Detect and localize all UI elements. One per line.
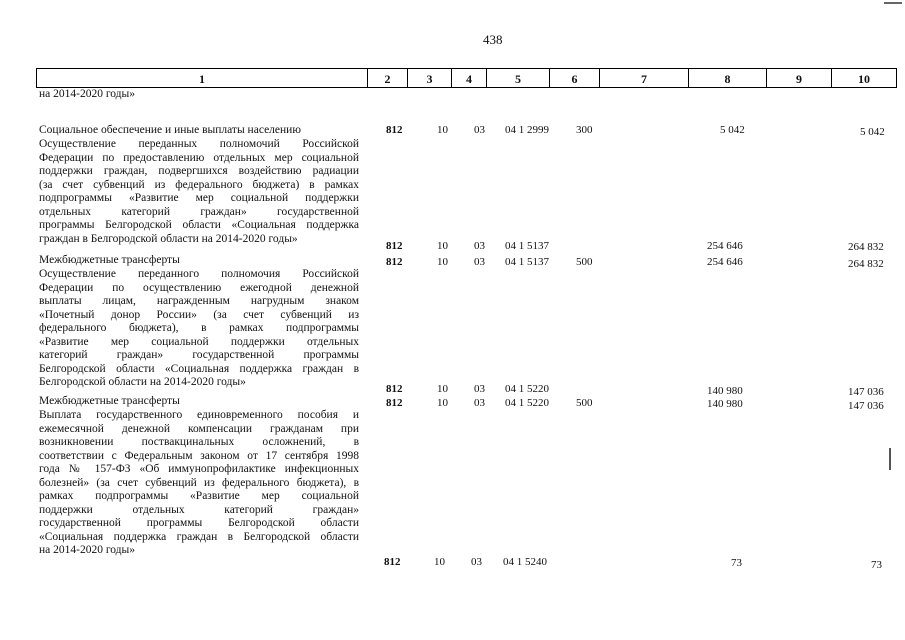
scan-edge-mark bbox=[889, 448, 891, 470]
row-name-line: граждан в Белгородской области на 2014-2020 годы» bbox=[39, 232, 298, 245]
row-0-col8: 5 042 bbox=[720, 124, 745, 136]
row-2-col2: 812 bbox=[386, 256, 403, 268]
row-name-line: Социальное обеспечение и иные выплаты населению bbox=[39, 124, 301, 136]
row-name-line: Межбюджетные трансферты bbox=[39, 395, 180, 407]
row-5-col10: 73 bbox=[871, 559, 882, 571]
row-name-line: соответствии с Федеральным законом от 17 сентября 1998 bbox=[39, 449, 359, 462]
row-3-name bbox=[39, 268, 359, 390]
row-name-line: (за счет субвенций из федерального бюджета) в рамках bbox=[39, 178, 359, 191]
continuation-text: на 2014-2020 годы» bbox=[39, 88, 136, 100]
row-2-col10: 264 832 bbox=[848, 258, 884, 270]
header-col-9: 9 bbox=[766, 69, 831, 87]
row-4-col3: 10 bbox=[437, 397, 448, 409]
row-0-col6: 300 bbox=[576, 124, 593, 136]
row-name-line: Федерации по предоставлению отдельных мер социальной bbox=[39, 151, 359, 164]
row-2-col3: 10 bbox=[437, 256, 448, 268]
table-header bbox=[36, 68, 897, 88]
row-0-col4: 03 bbox=[474, 124, 485, 136]
row-name-line: Межбюджетные трансферты bbox=[39, 254, 180, 266]
row-5-col8: 73 bbox=[731, 557, 742, 569]
row-name-line: выплаты лицам, награжденным нагрудным знаком bbox=[39, 295, 359, 307]
row-1-col4: 03 bbox=[474, 240, 485, 252]
header-col-3: 3 bbox=[407, 69, 451, 87]
row-0-col10: 5 042 bbox=[860, 126, 885, 138]
row-name-line: болезней» (за счет субвенций из федерального бюджета), в bbox=[39, 476, 359, 489]
row-name-line: поддержки граждан, подвергшихся воздействию радиации bbox=[39, 165, 359, 177]
header-col-6: 6 bbox=[549, 69, 599, 87]
row-1-col8: 254 646 bbox=[707, 240, 743, 252]
row-3-col4: 03 bbox=[474, 383, 485, 395]
row-4-col4: 03 bbox=[474, 397, 485, 409]
row-name-line: Осуществление переданных полномочий Российской bbox=[39, 138, 359, 150]
row-1-col3: 10 bbox=[437, 240, 448, 252]
row-name-line: подпрограммы «Развитие мер социальной поддержки bbox=[39, 192, 359, 204]
row-0-col5: 04 1 2999 bbox=[505, 124, 549, 136]
header-col-5: 5 bbox=[486, 69, 549, 87]
row-name-line: «Развитие мер социальной поддержки отдельных bbox=[39, 335, 359, 348]
header-col-4: 4 bbox=[451, 69, 486, 87]
row-2-name bbox=[39, 254, 359, 268]
row-3-col5: 04 1 5220 bbox=[505, 383, 549, 395]
header-col-10: 10 bbox=[831, 69, 896, 87]
row-name-line: рамках подпрограммы «Развитие мер социальной bbox=[39, 490, 359, 502]
row-name-line: федерального бюджета), в рамках подпрограммы bbox=[39, 322, 359, 334]
row-name-line: возникновении поствакцинальных осложнений, в bbox=[39, 436, 359, 448]
row-1-col5: 04 1 5137 bbox=[505, 240, 549, 252]
row-0-col3: 10 bbox=[437, 124, 448, 136]
row-4-col10: 147 036 bbox=[848, 400, 884, 412]
row-name-line: «Почетный донор России» (за счет субвенций из bbox=[39, 308, 359, 321]
row-name-line: на 2014-2020 годы» bbox=[39, 544, 136, 556]
row-5-col5: 04 1 5240 bbox=[503, 556, 547, 568]
header-col-8: 8 bbox=[688, 69, 766, 87]
header-col-7: 7 bbox=[599, 69, 688, 87]
row-name-line: Федерации по осуществлению ежегодной денежной bbox=[39, 281, 359, 294]
row-3-col10: 147 036 bbox=[848, 386, 884, 398]
row-1-name bbox=[39, 138, 359, 246]
row-4-col6: 500 bbox=[576, 397, 593, 409]
row-name-line: «Социальная поддержка граждан в Белгородской области bbox=[39, 530, 359, 543]
row-4-col8: 140 980 bbox=[707, 398, 743, 410]
header-col-2: 2 bbox=[367, 69, 407, 87]
row-2-col4: 03 bbox=[474, 256, 485, 268]
row-4-name bbox=[39, 395, 359, 409]
page-number: 438 bbox=[483, 32, 503, 47]
row-0-col2: 812 bbox=[386, 124, 403, 136]
row-name-line: категорий граждан» государственной программы bbox=[39, 349, 359, 361]
row-name-line: Белгородской области на 2014-2020 годы» bbox=[39, 376, 246, 388]
row-3-col3: 10 bbox=[437, 383, 448, 395]
row-name-line: года № 157-ФЗ «Об иммунопрофилактике инфекционных bbox=[39, 463, 359, 475]
row-0-name bbox=[39, 124, 359, 138]
scan-corner-mark bbox=[884, 2, 902, 4]
row-1-col10: 264 832 bbox=[848, 241, 884, 253]
row-name-line: поддержки отдельных категорий граждан» bbox=[39, 503, 359, 516]
row-name-line: Выплата государственного единовременного пособия и bbox=[39, 409, 359, 421]
row-4-col2: 812 bbox=[386, 397, 403, 409]
row-2-col6: 500 bbox=[576, 256, 593, 268]
row-name-line: государственной программы Белгородской области bbox=[39, 517, 359, 529]
row-1-col2: 812 bbox=[386, 240, 403, 252]
row-5-col4: 03 bbox=[471, 556, 482, 568]
header-col-1: 1 bbox=[199, 72, 205, 86]
row-5-name bbox=[39, 409, 359, 558]
row-2-col8: 254 646 bbox=[707, 256, 743, 268]
row-name-line: программы Белгородской области «Социальная поддержка bbox=[39, 219, 359, 231]
row-name-line: ежемесячной денежной компенсации гражданам при bbox=[39, 422, 359, 435]
row-4-col5: 04 1 5220 bbox=[505, 397, 549, 409]
row-3-col8: 140 980 bbox=[707, 385, 743, 397]
row-3-col2: 812 bbox=[386, 383, 403, 395]
row-name-line: Осуществление переданного полномочия Российской bbox=[39, 268, 359, 280]
row-5-col3: 10 bbox=[434, 556, 445, 568]
row-5-col2: 812 bbox=[384, 556, 401, 568]
row-2-col5: 04 1 5137 bbox=[505, 256, 549, 268]
row-name-line: Белгородской области «Социальная поддержка граждан в bbox=[39, 362, 359, 375]
row-name-line: отдельных категорий граждан» государственной bbox=[39, 205, 359, 218]
